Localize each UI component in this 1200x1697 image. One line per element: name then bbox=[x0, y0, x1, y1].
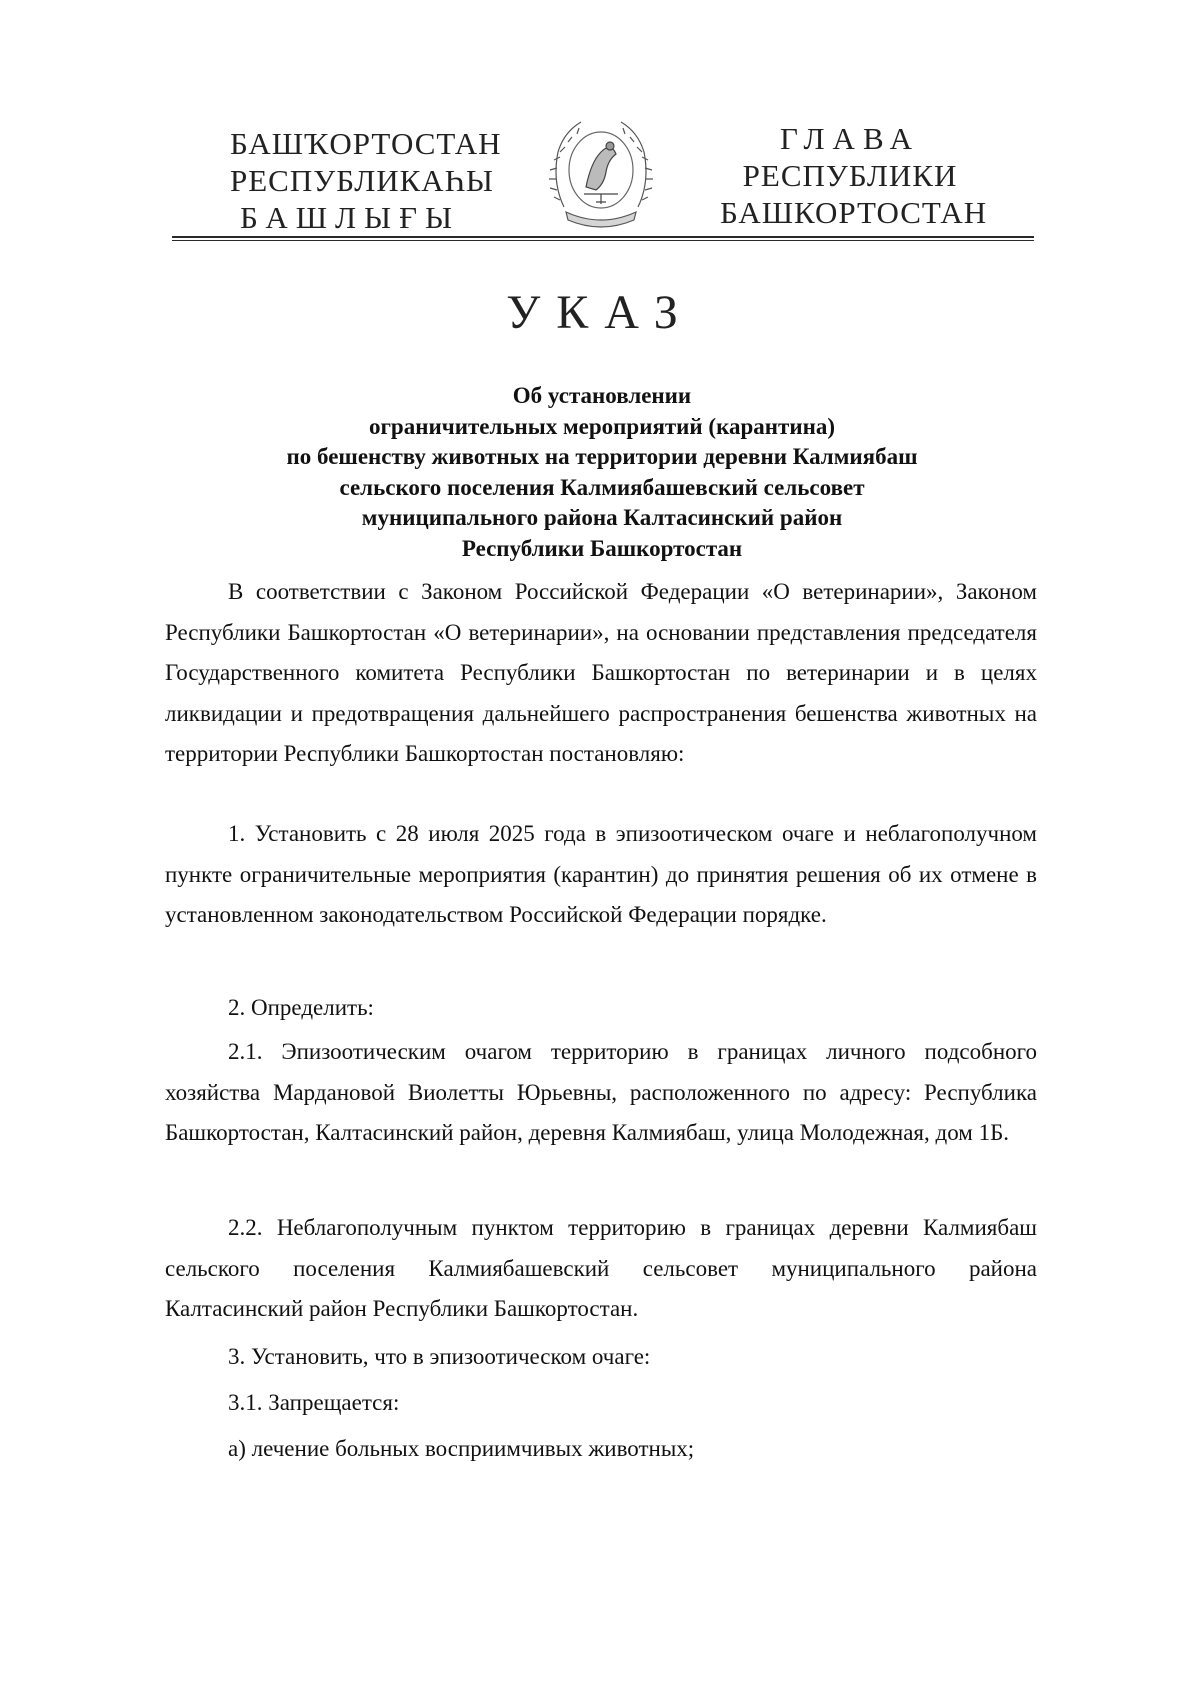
paragraph-preamble: В соответствии с Законом Российской Федерации «О ветеринарии», Законом Республики Башкортостан «О ветеринарии», на основании представления председателя Государственного комитета Республики Башкортостан по ветеринарии и в целях ликвидации и предотвращения дальнейшего распространения бешенства животных на территории Республики Башкортостан постановляю: bbox=[165, 579, 1037, 766]
title-line: муниципального района Калтасинский район bbox=[361, 505, 843, 530]
title-line: сельского поселения Калмиябашевский сельсовет bbox=[339, 474, 865, 500]
header-russian-title bbox=[720, 120, 988, 231]
title-line: Республики Башкортостан bbox=[461, 535, 743, 561]
header-left-line-2: РЕСПУБЛИКАҺЫ bbox=[230, 163, 494, 198]
paragraph-item-3-1: 3.1. Запрещается: bbox=[228, 1390, 400, 1415]
paragraph-item-1: 1. Установить с 28 июля 2025 года в эпизоотическом очаге и неблагополучном пункте ограничительные мероприятия (карантин) до принятия решения об их отмене в установленном законодательством Российской Федерации порядке. bbox=[165, 821, 1037, 927]
title-line: по бешенству животных на территории деревни Калмиябаш bbox=[286, 444, 918, 469]
title-line: Об установлении bbox=[512, 383, 692, 408]
header-left-line-3: БАШЛЫҒЫ bbox=[239, 200, 461, 235]
paragraph-item-2: 2. Определить: bbox=[228, 995, 374, 1020]
title-line: ограничительных мероприятий (карантина) bbox=[368, 413, 836, 439]
header-divider bbox=[172, 236, 1034, 238]
header-right-line-2: РЕСПУБЛИКИ bbox=[742, 158, 958, 193]
header-left-line-1: БАШҠОРТОСТАН bbox=[230, 126, 502, 161]
document-title bbox=[170, 381, 1034, 564]
header-right-line-1: ГЛАВА bbox=[779, 121, 921, 156]
paragraph-item-2-1: 2.1. Эпизоотическим очагом территорию в границах личного подсобного хозяйства Мардановой Виолетты Юрьевны, расположенного по адресу: Республика Башкортостан, Калтасинский район, деревня Калмиябаш, улица Молодежная, дом 1Б. bbox=[165, 1039, 1037, 1145]
header-bashkir-title bbox=[230, 125, 502, 236]
coat-of-arms-icon bbox=[546, 112, 656, 234]
document-type: УКАЗ bbox=[506, 286, 694, 339]
paragraph-item-2-2: 2.2. Неблагополучным пунктом территорию в границах деревни Калмиябаш сельского поселения Калмиябашевский сельсовет муниципального района Калтасинский район Республики Башкортостан. bbox=[165, 1215, 1037, 1321]
paragraph-item-3: 3. Установить, что в эпизоотическом очаге: bbox=[228, 1344, 651, 1369]
header-divider-thin bbox=[172, 240, 1034, 241]
header-right-line-3: БАШКОРТОСТАН bbox=[720, 195, 988, 230]
paragraph-item-a: а) лечение больных восприимчивых животных; bbox=[228, 1436, 695, 1461]
